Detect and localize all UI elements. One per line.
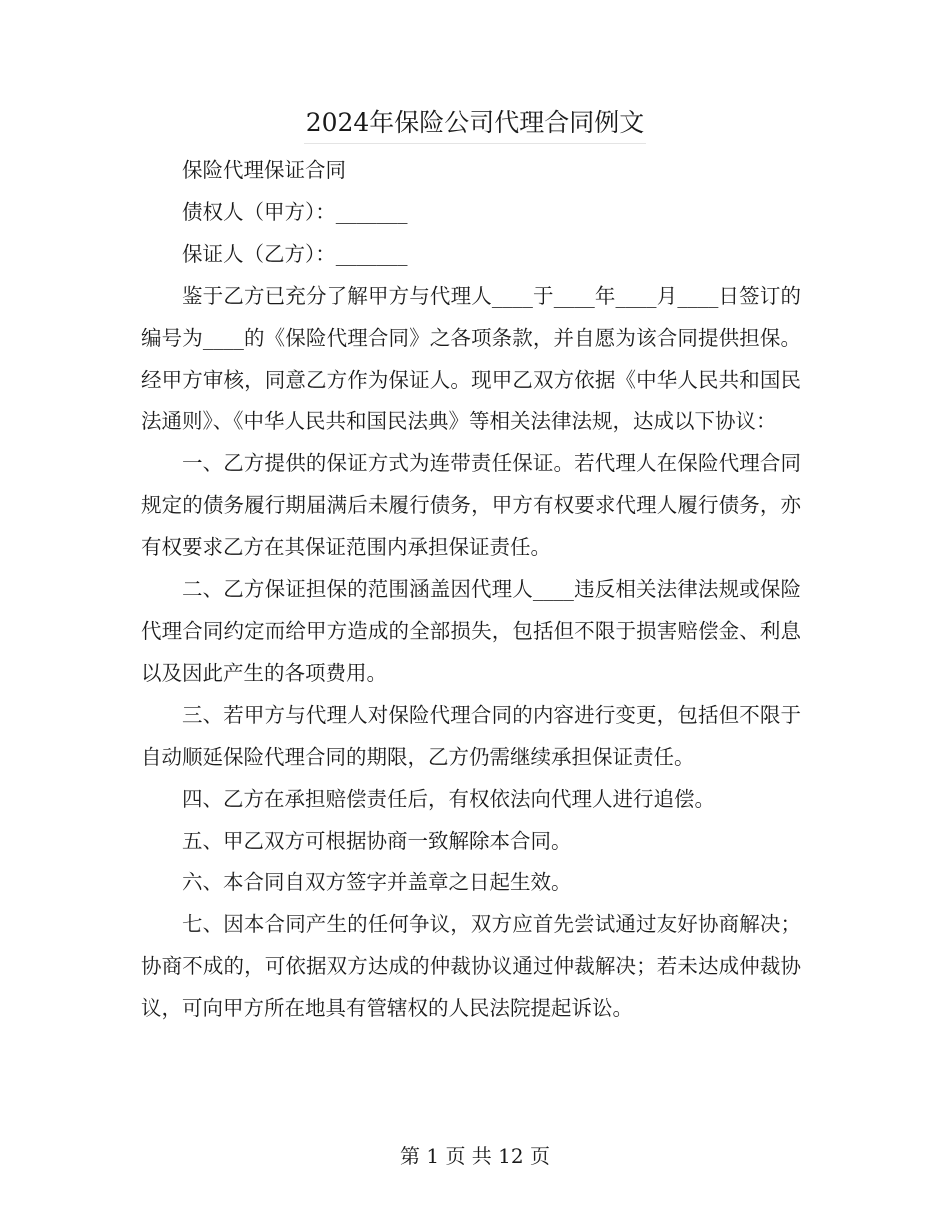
paragraph-clause-1: 一、乙方提供的保证方式为连带责任保证。若代理人在保险代理合同规定的债务履行期届满后未履行债务，甲方有权要求代理人履行债务，亦有权要求乙方在其保证范围内承担保证责任。 <box>141 451 801 560</box>
paragraph-clause-2: 二、乙方保证担保的范围涵盖因代理人____违反相关法律法规或保险代理合同约定而给甲方造成的全部损失，包括但不限于损害赔偿金、利息以及因此产生的各项费用。 <box>141 577 801 685</box>
paragraph-clause-4: 四、乙方在承担赔偿责任后，有权依法向代理人进行追偿。 <box>182 786 715 811</box>
paragraph-clause-6: 六、本合同自双方签字并盖章之日起生效。 <box>182 870 572 895</box>
document-title <box>0 104 950 144</box>
paragraph-contract-name: 保险代理保证合同 <box>182 158 346 182</box>
paragraph-guarantor: 保证人（乙方）：_______ <box>182 241 408 266</box>
paragraph-clause-3: 三、若甲方与代理人对保险代理合同的内容进行变更，包括但不限于自动顺延保险代理合同的期限，乙方仍需继续承担保证责任。 <box>141 702 801 769</box>
document-body <box>141 150 801 1030</box>
paragraph-clause-7: 七、因本合同产生的任何争议，双方应首先尝试通过友好协商解决；协商不成的，可依据双方达成的仲裁协议通过仲裁解决；若未达成仲裁协议，可向甲方所在地具有管辖权的人民法院提起诉讼。 <box>141 912 801 1021</box>
paragraph-clause-5: 五、甲乙双方可根据协商一致解除本合同。 <box>182 828 572 853</box>
document-title-text: 2024年保险公司代理合同例文 <box>304 104 647 144</box>
paragraph-preamble: 鉴于乙方已充分了解甲方与代理人____于____年____月____日签订的编号为____的《保险代理合同》之各项条款，并自愿为该合同提供担保。经甲方审核，同意乙方作为保证人。现甲乙双方依据《中华人民共和国民法通则》、《中华人民共和国民法典》等相关法律法规，达成以下协议： <box>141 283 801 434</box>
paragraph-creditor: 债权人（甲方）：_______ <box>182 199 408 224</box>
page-number-footer: 第 1 页 共 12 页 <box>400 1144 550 1168</box>
